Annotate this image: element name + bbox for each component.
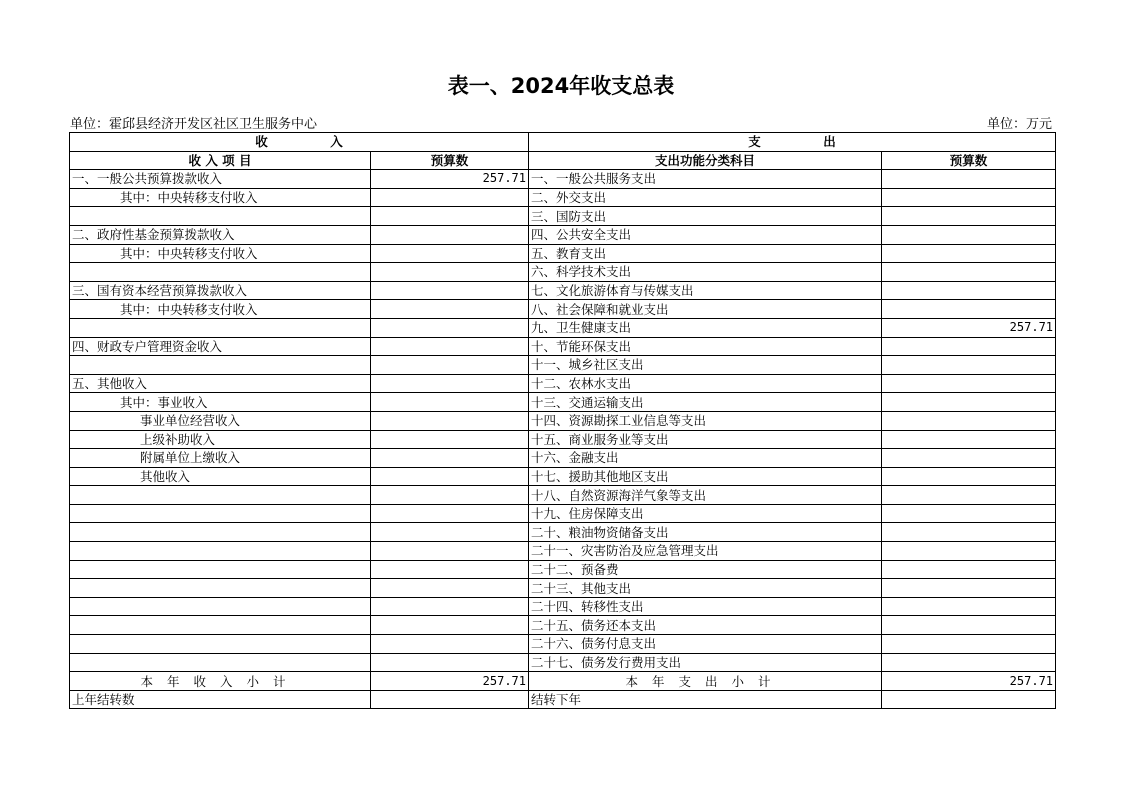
expense-item-cell: 二十五、债务还本支出	[529, 616, 882, 635]
expense-amount-cell	[882, 579, 1056, 598]
income-item-cell: 附属单位上缴收入	[70, 449, 371, 468]
table-row	[70, 244, 1056, 263]
income-total-amount: 257.71	[371, 672, 529, 691]
income-item-cell	[70, 318, 371, 337]
expense-item-cell: 六、科学技术支出	[529, 263, 882, 282]
income-item-cell: 三、国有资本经营预算拨款收入	[70, 281, 371, 300]
table-row	[70, 504, 1056, 523]
income-amount-cell	[371, 504, 529, 523]
expense-amount-cell	[882, 263, 1056, 282]
income-item-cell: 其中：事业收入	[70, 393, 371, 412]
expense-amount-cell	[882, 300, 1056, 319]
expense-amount-cell	[882, 467, 1056, 486]
expense-amount-cell	[882, 281, 1056, 300]
table-row	[70, 467, 1056, 486]
expense-amount-header: 预算数	[882, 151, 1056, 170]
expense-amount-cell	[882, 616, 1056, 635]
income-item-cell	[70, 653, 371, 672]
income-item-cell	[70, 486, 371, 505]
table-row	[70, 486, 1056, 505]
income-amount-cell	[371, 411, 529, 430]
income-amount-cell	[371, 542, 529, 561]
expense-amount-cell	[882, 411, 1056, 430]
expense-item-cell: 三、国防支出	[529, 207, 882, 226]
income-item-cell	[70, 207, 371, 226]
expense-amount-cell	[882, 486, 1056, 505]
income-amount-cell	[371, 597, 529, 616]
expense-amount-cell	[882, 374, 1056, 393]
expense-item-cell: 十三、交通运输支出	[529, 393, 882, 412]
table-row	[70, 207, 1056, 226]
expense-item-cell: 七、文化旅游体育与传媒支出	[529, 281, 882, 300]
income-amount-header: 预算数	[371, 151, 529, 170]
table-row	[70, 523, 1056, 542]
income-amount-cell	[371, 337, 529, 356]
expense-amount-cell	[882, 207, 1056, 226]
income-amount-cell	[371, 449, 529, 468]
table-row	[70, 225, 1056, 244]
expense-item-cell: 十七、援助其他地区支出	[529, 467, 882, 486]
income-amount-cell	[371, 207, 529, 226]
table-row	[70, 597, 1056, 616]
income-item-cell	[70, 542, 371, 561]
expense-amount-cell	[882, 523, 1056, 542]
table-row	[70, 560, 1056, 579]
table-row	[70, 542, 1056, 561]
expense-carry-amount	[882, 690, 1056, 709]
table-row	[70, 170, 1056, 189]
expense-amount-cell	[882, 635, 1056, 654]
income-carry-amount	[371, 690, 529, 709]
income-amount-cell	[371, 374, 529, 393]
expense-amount-cell	[882, 188, 1056, 207]
income-item-header: 收 入 项 目	[70, 151, 371, 170]
expense-carry-label: 结转下年	[529, 690, 882, 709]
income-item-cell: 其中：中央转移支付收入	[70, 300, 371, 319]
table-row	[70, 374, 1056, 393]
table-row	[70, 337, 1056, 356]
income-item-cell	[70, 579, 371, 598]
expense-item-cell: 二十一、灾害防治及应急管理支出	[529, 542, 882, 561]
expense-item-cell: 十八、自然资源海洋气象等支出	[529, 486, 882, 505]
income-amount-cell	[371, 467, 529, 486]
table-row	[70, 318, 1056, 337]
income-item-cell: 一、一般公共预算拨款收入	[70, 170, 371, 189]
income-amount-cell	[371, 356, 529, 375]
income-item-cell: 其中：中央转移支付收入	[70, 188, 371, 207]
income-amount-cell	[371, 188, 529, 207]
expense-amount-cell	[882, 244, 1056, 263]
income-item-cell	[70, 523, 371, 542]
unit-organization: 单位：霍邱县经济开发区社区卫生服务中心	[70, 117, 318, 132]
table-row	[70, 616, 1056, 635]
table-row	[70, 263, 1056, 282]
income-amount-cell	[371, 318, 529, 337]
income-amount-cell	[371, 486, 529, 505]
expense-item-cell: 二十四、转移性支出	[529, 597, 882, 616]
table-row	[70, 635, 1056, 654]
expense-item-cell: 二十六、债务付息支出	[529, 635, 882, 654]
totals-row	[70, 672, 1056, 691]
expense-amount-cell	[882, 225, 1056, 244]
income-amount-cell	[371, 653, 529, 672]
income-amount-cell	[371, 300, 529, 319]
expense-item-cell: 九、卫生健康支出	[529, 318, 882, 337]
income-amount-cell	[371, 523, 529, 542]
expense-item-cell: 二十、粮油物资储备支出	[529, 523, 882, 542]
income-item-cell	[70, 597, 371, 616]
expense-amount-cell	[882, 356, 1056, 375]
table-row	[70, 579, 1056, 598]
page-title: 表一、2024年收支总表	[447, 74, 675, 98]
income-item-cell	[70, 560, 371, 579]
income-item-cell: 二、政府性基金预算拨款收入	[70, 225, 371, 244]
expense-amount-cell	[882, 170, 1056, 189]
expense-amount-cell	[882, 542, 1056, 561]
expense-amount-cell	[882, 597, 1056, 616]
expense-amount-cell	[882, 449, 1056, 468]
income-amount-cell	[371, 393, 529, 412]
expense-item-cell: 十六、金融支出	[529, 449, 882, 468]
expense-item-cell: 八、社会保障和就业支出	[529, 300, 882, 319]
income-amount-cell	[371, 430, 529, 449]
income-section-header: 收 入	[70, 133, 529, 152]
expense-item-cell: 十、节能环保支出	[529, 337, 882, 356]
unit-currency: 单位：万元	[986, 117, 1052, 132]
expense-amount-cell	[882, 337, 1056, 356]
expense-item-cell: 十九、住房保障支出	[529, 504, 882, 523]
income-amount-cell	[371, 560, 529, 579]
table-row	[70, 281, 1056, 300]
income-amount-cell	[371, 579, 529, 598]
expense-amount-cell	[882, 393, 1056, 412]
expense-item-header: 支出功能分类科目	[529, 151, 882, 170]
expense-item-cell: 十五、商业服务业等支出	[529, 430, 882, 449]
expense-amount-cell: 257.71	[882, 318, 1056, 337]
expense-section-header: 支 出	[529, 133, 1056, 152]
table-row	[70, 300, 1056, 319]
income-carry-label: 上年结转数	[70, 690, 371, 709]
income-item-cell	[70, 263, 371, 282]
income-amount-cell	[371, 244, 529, 263]
income-amount-cell	[371, 635, 529, 654]
income-item-cell	[70, 616, 371, 635]
expense-item-cell: 二、外交支出	[529, 188, 882, 207]
table-row	[70, 188, 1056, 207]
table-row	[70, 449, 1056, 468]
table-row	[70, 653, 1056, 672]
expense-item-cell: 十二、农林水支出	[529, 374, 882, 393]
income-item-cell: 上级补助收入	[70, 430, 371, 449]
income-item-cell	[70, 504, 371, 523]
column-header-row	[70, 151, 1056, 170]
income-amount-cell	[371, 281, 529, 300]
table-row	[70, 430, 1056, 449]
income-amount-cell: 257.71	[371, 170, 529, 189]
income-item-cell: 其他收入	[70, 467, 371, 486]
income-item-cell: 事业单位经营收入	[70, 411, 371, 430]
income-item-cell: 其中：中央转移支付收入	[70, 244, 371, 263]
income-total-label: 本年收入小计	[70, 672, 371, 691]
expense-total-amount: 257.71	[882, 672, 1056, 691]
income-item-cell	[70, 635, 371, 654]
expense-amount-cell	[882, 504, 1056, 523]
expense-total-label: 本年支出小计	[529, 672, 882, 691]
expense-item-cell: 四、公共安全支出	[529, 225, 882, 244]
expense-amount-cell	[882, 430, 1056, 449]
carryover-row	[70, 690, 1056, 709]
income-amount-cell	[371, 263, 529, 282]
expense-item-cell: 五、教育支出	[529, 244, 882, 263]
income-item-cell: 五、其他收入	[70, 374, 371, 393]
budget-table	[69, 132, 1056, 709]
income-amount-cell	[371, 225, 529, 244]
expense-item-cell: 十一、城乡社区支出	[529, 356, 882, 375]
income-item-cell	[70, 356, 371, 375]
expense-item-cell: 二十二、预备费	[529, 560, 882, 579]
expense-item-cell: 一、一般公共服务支出	[529, 170, 882, 189]
expense-item-cell: 二十七、债务发行费用支出	[529, 653, 882, 672]
section-header-row	[70, 133, 1056, 152]
table-row	[70, 393, 1056, 412]
table-row	[70, 356, 1056, 375]
expense-amount-cell	[882, 560, 1056, 579]
expense-item-cell: 二十三、其他支出	[529, 579, 882, 598]
income-item-cell: 四、财政专户管理资金收入	[70, 337, 371, 356]
expense-amount-cell	[882, 653, 1056, 672]
table-row	[70, 411, 1056, 430]
expense-item-cell: 十四、资源勘探工业信息等支出	[529, 411, 882, 430]
income-amount-cell	[371, 616, 529, 635]
